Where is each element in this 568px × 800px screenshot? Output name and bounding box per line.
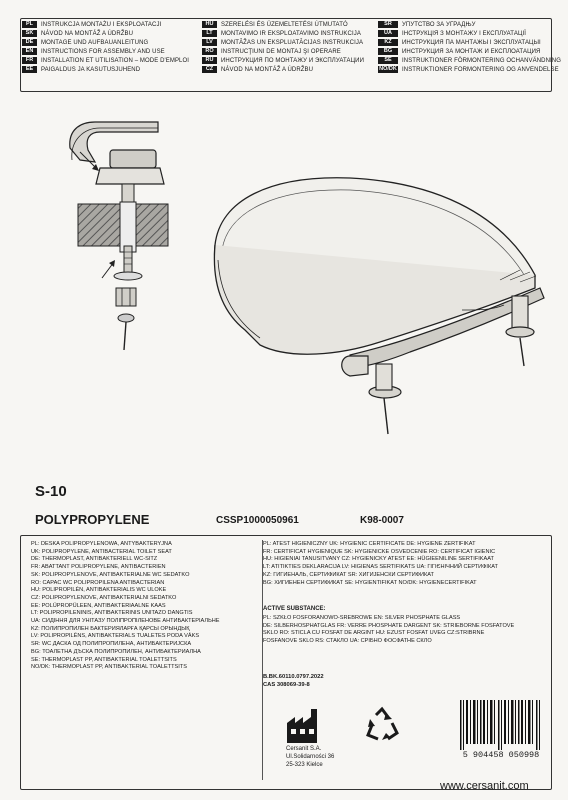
lang-code: EN xyxy=(22,48,37,55)
certificate-line: PL: ATEST HIGIENICZNY UK: HYGIENIC CERTIFICATE DE: HYGIENE ZERTIFIKAT xyxy=(263,541,476,547)
material-line: RO: CAPAC WC POLIPROPILENA ANTIBACTERIAN xyxy=(31,579,165,586)
header-text: INSTALLATION ET UTILISATION – MODE D'EMPLOI xyxy=(41,57,190,64)
lang-code: SE xyxy=(378,57,398,64)
material-line: UK: POLIPROPYLENE, ANTIBACTERIAL TOILET SEAT xyxy=(31,548,172,555)
header-text: ИНСТРУКЦИЯ ЗА МОНТАЖ И ЕКСПЛОАТАЦИЯ xyxy=(402,48,541,55)
certificate-line: KZ: ГИГИЕНАЛЬ, СЕРТИФИКАТ SR: ХИГИЈЕНСКИ СЕРТИФИКАТ xyxy=(263,571,434,578)
material-line: BG: ТОАЛЕТНА ДЪСКА ПОЛИПРОПИЛЕН, АНТИБАКТЕРИАЛНА xyxy=(31,648,201,655)
header-row xyxy=(22,38,189,47)
header-row xyxy=(378,20,561,29)
header-row xyxy=(378,65,561,74)
header-column-middle xyxy=(202,20,364,74)
substance-line: PL: SZKŁO FOSFORANOWO-SREBROWE EN: SILVER PHOSPHATE GLASS xyxy=(263,615,461,621)
material-line: DE: THERMOPLAST, ANTIBAKTERIELL WC-SITZ xyxy=(31,556,158,563)
header-row xyxy=(22,65,189,74)
lang-code: LV xyxy=(202,39,217,46)
header-text: ИНСТРУКЦИЯ ПА МАНТАЖЫ І ЭКСПЛУАТАЦЫІ xyxy=(402,39,541,46)
recycle-icon xyxy=(362,705,402,745)
lang-code: KZ xyxy=(378,39,398,46)
lang-code: RU xyxy=(202,57,217,64)
material-line: PL: DESKA POLIPROPYLENOWA, ANTYBAKTERYJNA xyxy=(31,541,172,547)
barcode-number: 5 904458 050998 xyxy=(462,750,540,760)
material-line: NO/DK: THERMOPLAST PP, ANTIBAKTERIAL TOALETTSITS xyxy=(31,664,187,671)
hinge-detail-illustration xyxy=(40,110,170,360)
material-line: SK: POLIPROPYLENOVE, ANTIBAKTERIALNE WC SEDATKO xyxy=(31,571,190,578)
header-text: MONTAVIMO IR EKSPLOATAVIMO INSTRUKCIJA xyxy=(221,30,361,37)
header-text: NÁVOD NA MONTÁŽ A ÚDRŽBU xyxy=(221,66,314,73)
header-text: INSTRUKTIONER FÖRMONTERING OCHANVÄNDNING xyxy=(402,57,562,64)
header-text: MONTAGE UND AUFBAUANLEITUNG xyxy=(41,39,149,46)
header-text: PAIGALDUS JA KASUTUSJUHEND xyxy=(41,66,141,73)
lang-code: UA xyxy=(378,30,398,37)
lang-code: DE xyxy=(22,39,37,46)
header-text: INSTRUKTIONER FORMONTERING OG ANVENDELSE xyxy=(402,66,559,73)
website-link[interactable]: www.cersanit.com xyxy=(440,780,529,792)
substance-line: DE: SILBERHOSPHATGLAS FR: VERRE PHOSPHATE DARGENT SK: STRIEBORNE FOSFATOVE xyxy=(263,622,515,629)
substance-line: SKLO RO: STICLA CU FOSFAT DE ARGINT HU: EZUST FOSFAT UVEG CZ:STRIBRNE xyxy=(263,630,485,637)
manufacturer-name: Cersanit S.A. xyxy=(286,746,322,752)
manufacturer-street: Ul.Solidarności 36 xyxy=(286,754,335,760)
header-text: INSTRUCŢIUNI DE MONTAJ ŞI OPERARE xyxy=(221,48,341,55)
lang-code: HU xyxy=(202,21,217,28)
material-line: SR: WC ДАСКА ОД ПОЛИПРОПИЛЕНА, АНТИБАКТЕРИЈСКА xyxy=(31,641,192,648)
header-row xyxy=(202,56,364,65)
header-row xyxy=(22,47,189,56)
material-line: CZ: POLIPROPYLENOVE, ANTIBAKTERIALNI SEDATKO xyxy=(31,594,177,601)
header-row xyxy=(378,29,561,38)
header-row xyxy=(202,47,364,56)
certificate-line: LT: ATITIKTIES DEKLARACIJA LV: HIGIENAS SERTIFIKATS UA: ГІГІЄНІЧНИЙ СЕРТИФІКАТ xyxy=(263,564,498,571)
registration-number: B.BK.60110.0797.2022 xyxy=(263,674,324,680)
certificates-list xyxy=(263,541,548,587)
factory-icon xyxy=(285,705,325,745)
substance-line: FOSFANOVE SKLO RS: СТАКЛО UA: СРІБНО ФОСФАТНЕ СКЛО xyxy=(263,638,432,645)
lang-code: SR xyxy=(378,21,398,28)
lang-code: FR xyxy=(22,57,37,64)
material-line: FR: ABATTANT POLIPROPYLENE, ANTIBACTERIEN xyxy=(31,564,166,571)
certificate-line: BG: ХИГИЕНЕН СЕРТИФИКАТ SE: HYGIENTIFIKAT NO/DK: HYGIENECERTIFIKAT xyxy=(263,579,477,586)
header-row xyxy=(378,56,561,65)
product-code: CSSP1000050961 xyxy=(216,515,299,526)
header-row xyxy=(202,20,364,29)
certificate-line: HU: HIGIENIAI TANUSITVANY CZ: HYGIENICKY ATEST EE: HÜGIEENILINE SERTIFIKAAT xyxy=(263,556,494,563)
header-row xyxy=(22,20,189,29)
lang-code: EE xyxy=(22,66,37,73)
manufacturer-address xyxy=(286,745,334,769)
active-substance-list xyxy=(263,615,548,646)
manufacturer-city: 25-323 Kielce xyxy=(286,762,323,768)
active-substance-label: ACTIVE SUBSTANCE: xyxy=(263,606,326,612)
product-ref: K98-0007 xyxy=(360,515,404,526)
lang-code: PL xyxy=(22,21,37,28)
toilet-seat-illustration xyxy=(200,160,550,450)
material-line: EE: POLÜPROPÜLEEN, ANTIBAKTERIAALNE KAAS xyxy=(31,602,166,609)
header-text: УПУТСТВО ЗА УГРАДЊУ xyxy=(402,21,476,28)
header-row xyxy=(378,38,561,47)
barcode xyxy=(456,700,546,762)
header-text: ІНСТРУКЦІЯ З МОНТАЖУ І ЕКСПЛУАТАЦІЇ xyxy=(402,30,527,37)
header-row xyxy=(202,38,364,47)
header-text: INSTRUCTIONS FOR ASSEMBLY AND USE xyxy=(41,48,165,55)
lang-code: CZ xyxy=(202,66,217,73)
header-row xyxy=(202,29,364,38)
lang-code: NO/DK xyxy=(379,66,397,72)
header-text: SZERELÉSI ÉS ÜZEMELTETÉSI ÚTMUTATÓ xyxy=(221,21,348,28)
lang-code: BG xyxy=(378,48,398,55)
material-line: UA: СИДІННЯ ДЛЯ УНІТАЗУ ПОЛІПРОПІЛЕНОВЕ АНТИБАКТЕРІАЛЬНЕ xyxy=(31,618,220,625)
certificate-line: FR: CERTIFICAT HYGIENIQUE SK: HYGIENICKE OSVEDCENIE RO: CERTIFICAT IGIENIC xyxy=(263,548,496,555)
materials-list xyxy=(31,541,259,672)
header-row xyxy=(22,56,189,65)
lang-code: RO xyxy=(202,48,217,55)
material-line: HU: POLIPROPILÉN, ANTIBAKTERIALIS WC ULOKE xyxy=(31,587,167,594)
header-column-right xyxy=(378,20,561,74)
header-text: NÁVOD NA MONTÁŽ A ÚDRŽBU xyxy=(41,30,134,37)
material-name: POLYPROPYLENE xyxy=(35,512,150,527)
material-line: LT: POLIPROPILENINIS, ANTIBAKTERINIS UNITAZO DANGTIS xyxy=(31,610,193,617)
material-line: SE: THERMOPLAST PP, ANTIBAKTERIAL TOALETTSITS xyxy=(31,656,177,663)
model-name: S-10 xyxy=(35,483,67,500)
header-text: ИНСТРУКЦИЯ ПО МОНТАЖУ И ЭКСПЛУАТАЦИИ xyxy=(221,57,365,64)
barcode-bars xyxy=(456,700,546,750)
header-row xyxy=(22,29,189,38)
header-text: MONTĀŽAS UN EKSPLUATĀCIJAS INSTRUKCIJA xyxy=(221,39,364,46)
header-column-left xyxy=(22,20,189,74)
header-row xyxy=(202,65,364,74)
cas-number: CAS 308069-39-8 xyxy=(263,682,310,688)
material-line: KZ: ПОЛИПРОПИЛЕН БАКТЕРИЯЛАРҒА ҚАРСЫ ОРЫНДЫҚ xyxy=(31,625,190,632)
material-line: LV: POLIPROPILĒNS, ANTIBAKTERIALS TUALETES PODA VĀKS xyxy=(31,633,200,640)
registration-block xyxy=(263,673,324,689)
header-row xyxy=(378,47,561,56)
lang-code: SK xyxy=(22,30,37,37)
header-text: INSTRUKCJA MONTAŻU I EKSPLOATACJI xyxy=(41,21,162,28)
lang-code: LT xyxy=(202,30,217,37)
